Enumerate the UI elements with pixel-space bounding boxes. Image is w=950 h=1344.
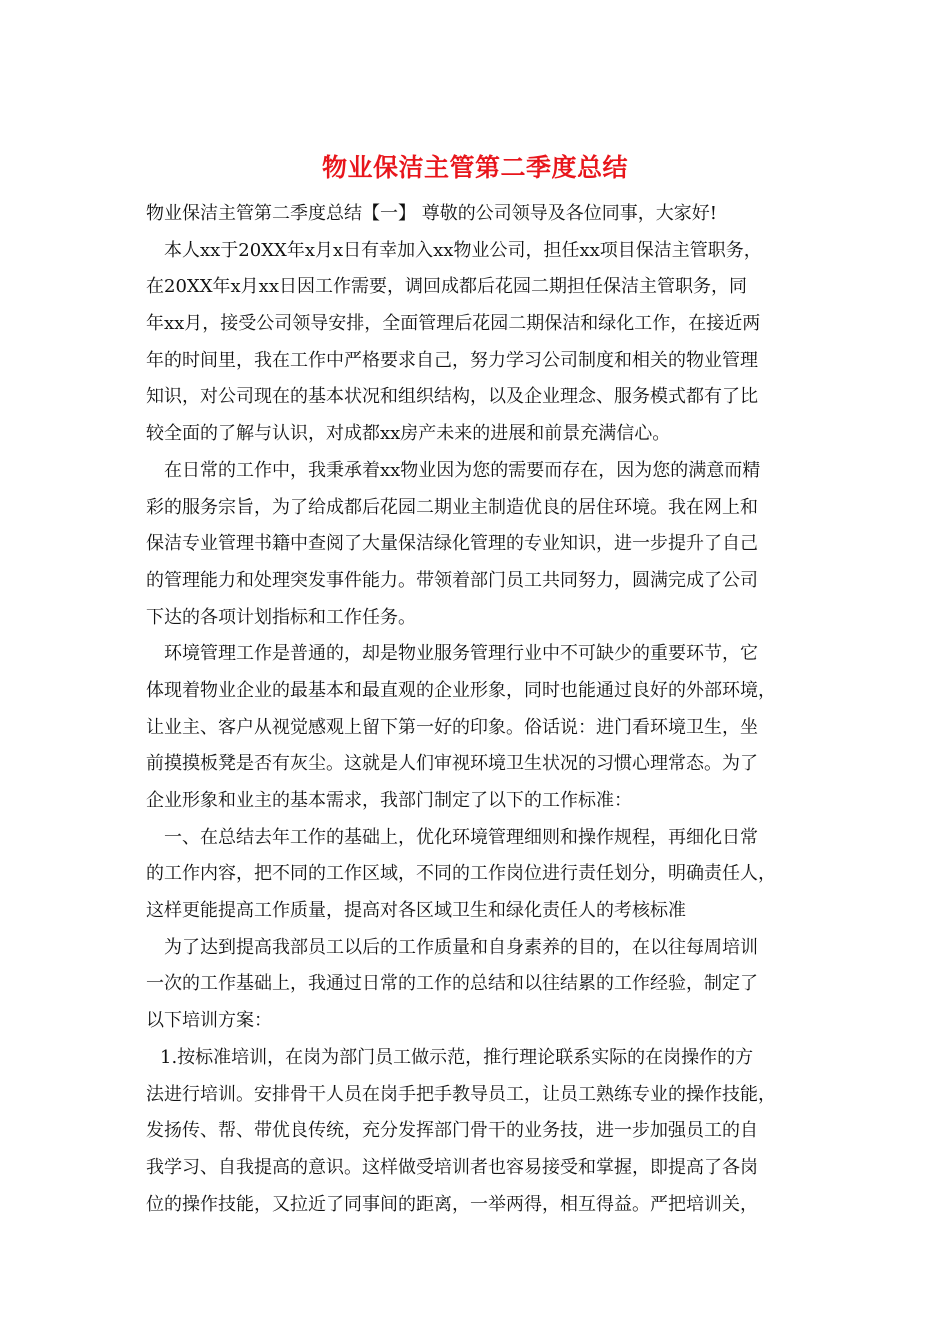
body-line: 一次的工作基础上，我通过日常的工作的总结和以往结累的工作经验，制定了: [146, 973, 758, 995]
body-line: 体现着物业企业的最基本和最直观的企业形象，同时也能通过良好的外部环境，: [146, 679, 776, 701]
body-line: 发扬传、帮、带优良传统，充分发挥部门骨干的业务技，进一步加强员工的自: [146, 1120, 758, 1142]
body-line: 彩的服务宗旨，为了给成都后花园二期业主制造优良的居住环境。我在网上和: [146, 496, 758, 518]
body-line: 下达的各项计划指标和工作任务。: [146, 606, 416, 628]
body-line: 本人xx于20XX年x月x日有幸加入xx物业公司，担任xx项目保洁主管职务，: [164, 239, 762, 261]
body-line: 在20XX年x月xx日因工作需要，调回成都后花园二期担任保洁主管职务，同: [146, 276, 747, 298]
document-title: 物业保洁主管第二季度总结: [321, 153, 628, 182]
body-line: 前摸摸板凳是否有灰尘。这就是人们审视环境卫生状况的习惯心理常态。为了: [146, 753, 758, 775]
body-line: 在日常的工作中，我秉承着xx物业因为您的需要而存在，因为您的满意而精: [164, 459, 761, 481]
body-line: 以下培训方案：: [146, 1010, 272, 1032]
body-line: 1.按标准培训，在岗为部门员工做示范，推行理论联系实际的在岗操作的方: [160, 1046, 754, 1068]
body-line: 位的操作技能，又拉近了同事间的距离，一举两得，相互得益。严把培训关，: [146, 1193, 758, 1215]
body-line: 一、在总结去年工作的基础上，优化环境管理细则和操作规程，再细化日常: [164, 826, 758, 848]
body-line: 我学习、自我提高的意识。这样做受培训者也容易接受和掌握，即提高了各岗: [146, 1156, 758, 1178]
body-line: 年的时间里，我在工作中严格要求自己，努力学习公司制度和相关的物业管理: [146, 349, 758, 371]
body-line: 较全面的了解与认识，对成都xx房产未来的进展和前景充满信心。: [146, 423, 671, 445]
body-line: 这样更能提高工作质量，提高对各区域卫生和绿化责任人的考核标准: [146, 900, 686, 922]
body-line: 的工作内容，把不同的工作区域，不同的工作岗位进行责任划分，明确责任人，: [146, 863, 776, 885]
body-line: 企业形象和业主的基本需求，我部门制定了以下的工作标准：: [146, 790, 632, 811]
document-body: [146, 196, 814, 1223]
body-line: 知识，对公司现在的基本状况和组织结构，以及企业理念、服务模式都有了比: [146, 386, 758, 408]
body-line: 让业主、客户从视觉感观上留下第一好的印象。俗话说：进门看环境卫生，坐: [146, 716, 758, 738]
body-line: 保洁专业管理书籍中查阅了大量保洁绿化管理的专业知识，进一步提升了自己: [146, 533, 758, 555]
body-line: 法进行培训。安排骨干人员在岗手把手教导员工，让员工熟练专业的操作技能，: [146, 1083, 776, 1105]
body-line: 物业保洁主管第二季度总结【一】 尊敬的公司领导及各位同事，大家好!: [146, 203, 717, 224]
body-line: 环境管理工作是普通的，却是物业服务管理行业中不可缺少的重要环节，它: [164, 643, 758, 665]
body-line: 年xx月，接受公司领导安排，全面管理后花园二期保洁和绿化工作，在接近两: [146, 313, 761, 335]
body-line: 的管理能力和处理突发事件能力。带领着部门员工共同努力，圆满完成了公司: [146, 569, 758, 591]
body-line: 为了达到提高我部员工以后的工作质量和自身素养的目的，在以往每周培训: [164, 936, 758, 958]
